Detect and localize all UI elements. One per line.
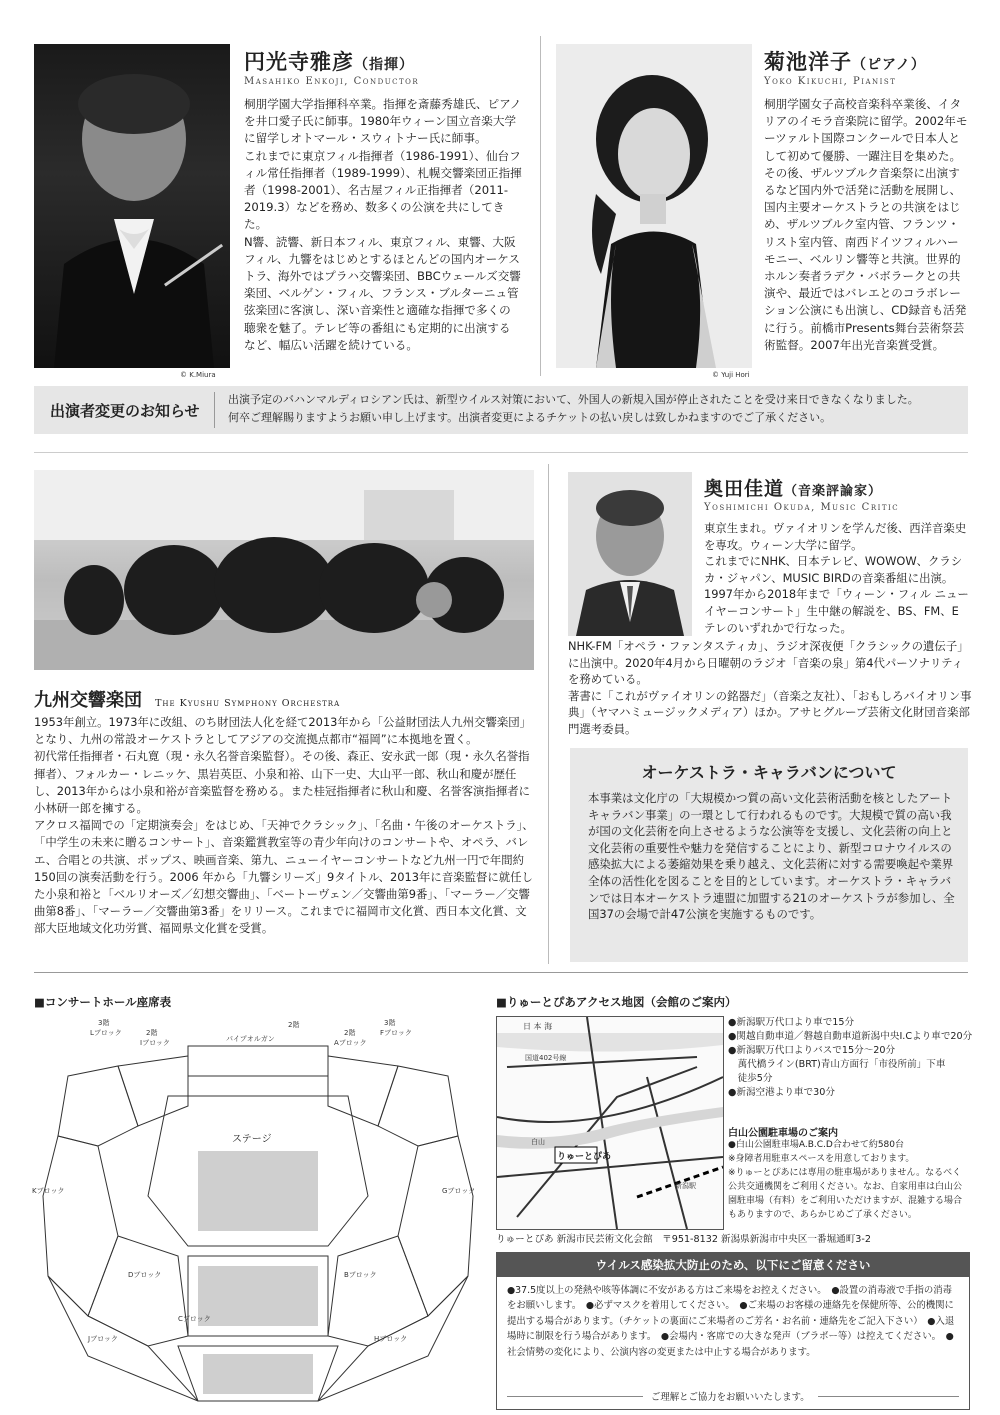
caravan-body: 本事業は文化庁の「大規模かつ質の高い文化芸術活動を核としたアートキャラバン事業」の一環として行われるものです。大規模で質の高い我が国の文化芸術を向上させるような公演等を支援し、文化芸術の向上と文化芸術の重要性や魅力を発信することにより、新型コロナウイルスの感染拡大による萎縮効果を乗り越え、文化芸術に対する需要喚起や業界全体の活性化を図ることを目的としています。オーケストラ・キャラバンでは日本オーケストラ連盟に加盟する21のオーケストラが参加し、全国37の会場で計47公演を実施するものです。 (588, 791, 955, 922)
seat-block-label: Kブロック (32, 1187, 65, 1195)
virus-footer-text: ご理解とご協力をお願いいたします。 (643, 1389, 818, 1403)
virus-title: ウイルス感染拡大防止のため、以下にご留意ください (497, 1253, 969, 1277)
access-directions: ●新潟駅万代口より車で15分 ●関越自動車道／磐越自動車道新潟中央I.Cより車で20分 ●新潟駅万代口よりバスで15分～20分 萬代橋ライン(BRT)青山方面行「市役所前」下車 徒歩5分 ●新潟空港より車で30分 (728, 1017, 973, 1098)
performer-roman: Yoko Kikuchi, Pianist (764, 76, 897, 87)
seat-block-label: Hブロック (374, 1335, 408, 1343)
seat-block-label: Jブロック (88, 1335, 118, 1343)
pianist-portrait-icon (556, 44, 752, 368)
critic-portrait-icon (568, 472, 692, 636)
map-label: りゅーとぴあ (557, 1152, 612, 1162)
orchestra-name: 九州交響楽団 (34, 690, 142, 711)
seating-map-icon (28, 1016, 488, 1406)
divider (548, 464, 549, 964)
notice-box (34, 386, 968, 434)
performer-role: （指揮） (354, 57, 414, 73)
performer-name-text: 円光寺雅彦 (244, 49, 354, 74)
enkoji-photo (34, 44, 230, 368)
kikuchi-photo (556, 44, 752, 368)
conductor-portrait-icon (34, 44, 230, 368)
performer-bio-continued: NHK-FM「オペラ・ファンタスティカ」、ラジオ深夜便「クラシックの遺伝子」に出演中。2020年4月から日曜朝のラジオ「音楽の泉」第4代パーソナリティを務めている。 著書に「これがヴァイオリンの銘器だ」（音楽之友社）、「おもしろバイオリン事典」（ヤマハミュージックメディア）ほか。アサヒグループ芸術文化財団音楽部門選考委員。 (568, 639, 972, 736)
performer-name (764, 46, 926, 76)
performer-role: （音楽評論家） (784, 484, 883, 499)
photo-credit: © Yuji Hori (712, 371, 750, 379)
seat-floor-label: 3階 (384, 1019, 396, 1027)
seat-block-label: Fブロック (380, 1029, 412, 1037)
performer-name (244, 46, 414, 76)
stage-label: ステージ (232, 1134, 272, 1145)
seat-block-label: Cブロック (178, 1315, 211, 1323)
seat-floor-label: 3階 (98, 1019, 110, 1027)
orchestra-group-icon (34, 470, 534, 670)
parking-title: 白山公園駐車場のご案内 (728, 1128, 838, 1139)
performer-name-text: 奥田佳道 (704, 478, 785, 500)
notice-body: 出演予定のバハンマルディロシアン氏は、新型ウイルス対策において、外国人の新規入国が停止されたことを受け来日できなくなりました。 何卒ご理解賜りますようお願い申し上げます。出演者変更によるチケットの払い戻しは致しかねますのでご了承ください。 (228, 393, 919, 424)
performer-roman: Masahiko Enkoji, Conductor (244, 76, 420, 87)
performer-roman: Yoshimichi Okuda, Music Critic (704, 502, 900, 513)
parking-info: ●白山公園駐車場A.B.C.D合わせて約580台 ※身障者用駐車スペースを用意しております。 ※りゅーとぴあには専用の駐車場がありません。なるべく公共交通機関をご利用ください。なお、自家用車は白山公園駐車場（有料）をご利用いただけますが、混雑する場合もありますので、あらかじめご了承ください。 (728, 1140, 963, 1220)
okuda-photo (568, 472, 692, 636)
orchestra-photo (34, 470, 534, 670)
venue-address: りゅーとぴあ 新潟市民芸術文化会館 〒951-8132 新潟県新潟市中央区一番堀通町3-2 (496, 1234, 871, 1245)
map-label: 新潟駅 (675, 1182, 696, 1190)
seat-block-label: Bブロック (344, 1271, 377, 1279)
map-label: 国道402号線 (525, 1054, 567, 1062)
seat-block-label: Gブロック (442, 1187, 476, 1195)
performer-bio: 桐朋学園女子高校音楽科卒業後、イタリアのイモラ音楽院に留学。2002年モーツァルト国際コンクールで日本人として初めて優勝、一躍注目を集めた。その後、ザルツブルク音楽祭に出演するなど国内外で活発に活動を展開し、国内主要オーケストラとの共演をはじめ、ザルツブルク室内管、フランツ・リスト室内管、南西ドイツフィルハーモニー、ベルリン響等と共演。世界的ホルン奏者ラデク・バボラークとの共演や、最近ではバレエとのコラボレーション公演にも出演し、CD録音も活発に行う。前橋市Presents舞台芸術祭芸術監督。2007年出光音楽賞受賞。 (764, 97, 968, 352)
orchestra-roman: The Kyushu Symphony Orchestra (155, 698, 341, 709)
seat-block-label: Lブロック (90, 1029, 122, 1037)
caravan-title: オーケストラ・キャラバンについて (641, 763, 897, 782)
seat-block-label: Iブロック (140, 1039, 170, 1047)
virus-footer (507, 1389, 959, 1403)
divider (214, 392, 215, 428)
divider (540, 36, 541, 376)
performer-name (704, 474, 882, 501)
performer-role: （ピアノ） (852, 57, 926, 73)
seat-floor-label: 2階 (146, 1029, 158, 1037)
seat-block-label: パイプオルガン (226, 1035, 275, 1043)
access-title: ■りゅーとぴあアクセス地図（会館のご案内） (496, 995, 737, 1009)
divider (34, 972, 968, 973)
notice-title: 出演者変更のお知らせ (50, 402, 200, 420)
photo-credit: © K.Miura (180, 371, 216, 379)
seating-title: ■コンサートホール座席表 (34, 995, 172, 1009)
access-map (496, 1016, 724, 1230)
performer-bio: 東京生まれ。ヴァイオリンを学んだ後、西洋音楽史を専攻。ウィーン大学に留学。 これまでにNHK、日本テレビ、WOWOW、クラシカ・ジャパン、MUSIC BIRDの音楽番組に出演。 1997年から2018年まで「ウィーン・フィル ニューイヤーコンサート」生中継の解説を、BS、FM、Eテレのいずれかで行なった。 (704, 521, 969, 635)
seat-block-label: Dブロック (128, 1271, 162, 1279)
seat-floor-label: 2階 (344, 1029, 356, 1037)
performer-bio: 桐朋学園大学指揮科卒業。指揮を斎藤秀雄氏、ピアノを井口愛子氏に師事。1980年ウィーン国立音楽大学に留学しオトマール・スウィトナー氏に師事。 これまでに東京フィル指揮者（1986-1991）、仙台フィル常任指揮者（1989-1999）、札幌交響楽団正指揮者（1998-2001）、名古屋フィル正指揮者（2011-2019.3）などを務め、数多くの公演を共にしてきた。 N響、読響、新日本フィル、東京フィル、東響、大阪フィル、九響をはじめとするほとんどの国内オーケストラ、海外ではプラハ交響楽団、BBCウェールズ交響楽団、ベルゲン・フィル、フランス・ブルターニュ管弦楽団に客演し、深い音楽性と適確な指揮で多くの聴衆を魅了。テレビ等の番組にも定期的に出演するなど、幅広い活躍を続けている。 (244, 97, 522, 352)
map-icon (497, 1017, 723, 1229)
performer-name-text: 菊池洋子 (764, 49, 852, 74)
seat-block-label: Aブロック (334, 1039, 367, 1047)
orchestra-heading (34, 686, 340, 712)
divider (34, 452, 968, 453)
seating-chart (28, 1016, 488, 1406)
virus-notice (496, 1252, 970, 1410)
caravan-box (570, 748, 968, 962)
seat-floor-label: 2階 (288, 1021, 300, 1029)
map-label: 日 本 海 (523, 1022, 553, 1031)
orchestra-bio: 1953年創立。1973年に改組、のち財団法人化を経て2013年から「公益財団法人九州交響楽団」となり、九州の常設オーケストラとしてアジアの交流拠点都市“福岡”に本拠地を置く。 初代常任指揮者・石丸寛（現・永久名誉音楽監督）。その後、森正、安永武一郎（現・永久名誉指揮者）、フォルカー・レニッケ、黒岩英臣、小泉和裕、山下一史、大山平一郎、秋山和慶が歴任し、2013年からは小泉和裕が音楽監督を務める。また桂冠指揮者に秋山和慶、名誉客演指揮者に小林研一郎を擁する。 アクロス福岡での「定期演奏会」をはじめ、「天神でクラシック」、「名曲・午後のオーケストラ」、「中学生の未来に贈るコンサート」、音楽鑑賞教室等の青少年向けのコンサートや、オペラ、バレエ、合唱との共演、ポップス、映画音楽、第九、ニューイヤーコンサートなど九州一円で年間約150回の演奏活動を行う。2006 年から「九響シリーズ」9タイトル、2013年に音楽監督に就任した小泉和裕と「ベルリオーズ／幻想交響曲」、「ベートーヴェン／交響曲第9番」、「マーラー／交響曲第8番」、「マーラー／交響曲第3番」をリリース。これまでに福岡市文化賞、西日本文化賞、文部大臣地域文化功労賞、福岡県文化賞を受賞。 (34, 715, 534, 936)
map-label: 白山 (531, 1138, 545, 1146)
virus-body: ●37.5度以上の発熱や咳等体調に不安がある方はご来場をお控えください。 ●設置の消毒液で手指の消毒をお願いします。 ●必ずマスクを着用してください。 ●ご来場のお客様の連絡先を保健所等、公的機関に提出する場合があります。（チケットの裏面にご来場者のご芳名・お名前・連絡先をご記入下さい） ●入退場時に制限を行う場合があります。 ●会場内・客席での大きな発声（ブラボー等）は控えてください。 ●社会情勢の変化により、公演内容の変更または中止する場合があります。 (507, 1285, 955, 1358)
